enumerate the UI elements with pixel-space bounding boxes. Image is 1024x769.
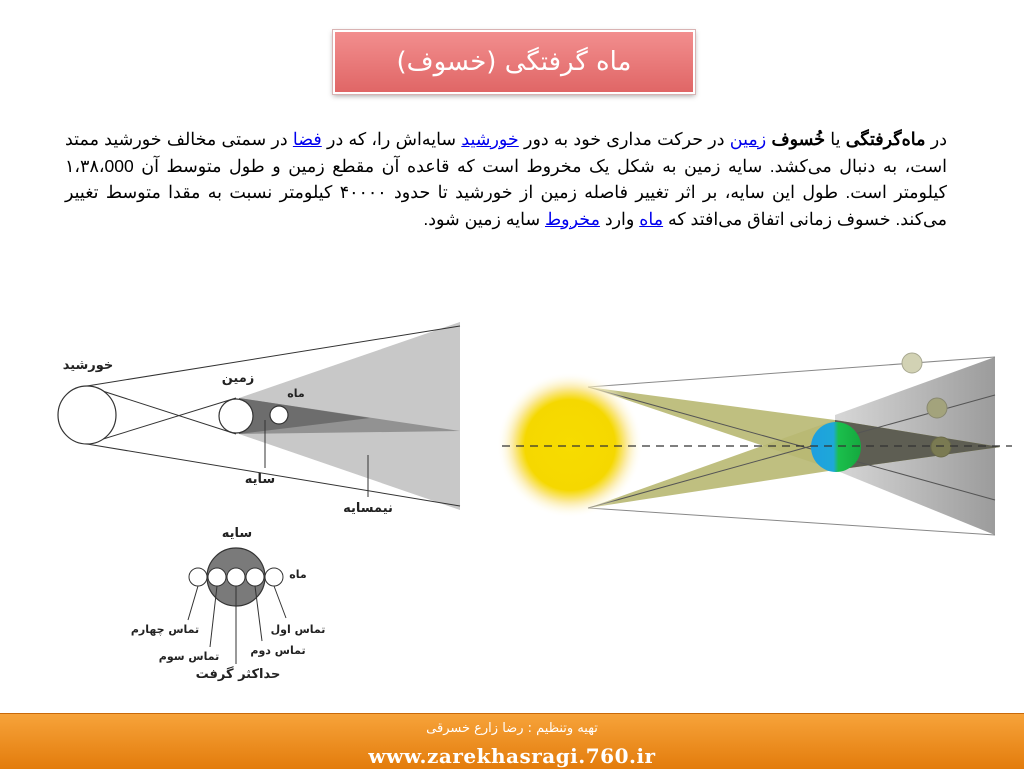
text-run: یا xyxy=(825,129,846,149)
footer-credit: تهیه وتنظیم : رضا زارع خسرقی xyxy=(426,721,598,736)
moon-2 xyxy=(927,398,947,418)
link-earth[interactable]: زمین xyxy=(729,129,767,149)
sun-yellow xyxy=(497,372,643,518)
text-run: سایه زمین شود. xyxy=(423,208,545,229)
label-moon: ماه xyxy=(287,387,305,400)
link-sun[interactable]: خورشید xyxy=(461,129,519,149)
footer-bar xyxy=(0,713,1024,769)
label-umbra: سایه xyxy=(244,472,276,487)
label-max-eclipse: حداکثر گرفت xyxy=(195,667,281,682)
link-space[interactable]: فضا xyxy=(292,129,322,149)
eclipse-contacts-diagram xyxy=(131,526,326,682)
text-run: در xyxy=(925,129,947,149)
moon-1 xyxy=(902,353,922,373)
link-cone[interactable]: مخروط xyxy=(544,208,600,229)
text-run: وارد xyxy=(599,208,640,229)
link-moon[interactable]: ماه xyxy=(639,208,664,229)
label-second-contact: تماس دوم xyxy=(250,644,306,657)
label-first-contact: تماس اول xyxy=(270,623,326,636)
term-lunar-eclipse: ماه‌گرفتگی xyxy=(845,129,926,149)
text-run: در حرکت مداری خود به دور xyxy=(518,129,730,149)
earth-globe xyxy=(811,422,861,472)
moon-circle xyxy=(270,406,288,424)
contact-moon-2 xyxy=(246,568,264,586)
sun-earth-moon-illustration xyxy=(497,353,1012,535)
contact-moon-3 xyxy=(208,568,226,586)
label-earth: زمین xyxy=(221,371,255,386)
label-sun: خورشید xyxy=(62,358,114,373)
contact-moon-4 xyxy=(189,568,207,586)
eclipse-geometry-diagram xyxy=(58,322,460,516)
earth-circle xyxy=(219,399,253,433)
label-third-contact: تماس سوم xyxy=(158,650,220,663)
label-penumbra: نیمسایه xyxy=(343,501,393,516)
term-khosuf: خُسوف xyxy=(771,129,826,149)
label-moon-2: ماه xyxy=(289,568,307,581)
sun-circle xyxy=(58,386,116,444)
label-fourth-contact: تماس چهارم xyxy=(130,623,200,636)
footer-website: www.zarekhasragi.760.ir xyxy=(368,744,656,768)
page-title: ماه گرفتگی (خسوف) xyxy=(396,47,632,77)
contact-moon-max xyxy=(227,568,245,586)
contact-moon-1 xyxy=(265,568,283,586)
text-run: سایه‌اش را، که در xyxy=(321,129,462,149)
text-run: در سمتی مخالف خورشید ممتد است، به دنبال می‌کشد. سایه زمین به شکل یک مخروط است که قاعده آن مقطع زمین و طول متوسط آن ۱،۳۸،000 کیلومتر است. طول این سایه، بر اثر تغییر فاصله زمین از خورشید تا حدود ۴۰۰۰۰ کیلومتر نسبت به مقدا متوسط تغییر می‌کند. خسوف زمانی اتفاق می‌افتد که xyxy=(65,129,947,229)
label-umbra-2: سایه xyxy=(221,526,253,541)
moon-3 xyxy=(931,437,951,457)
